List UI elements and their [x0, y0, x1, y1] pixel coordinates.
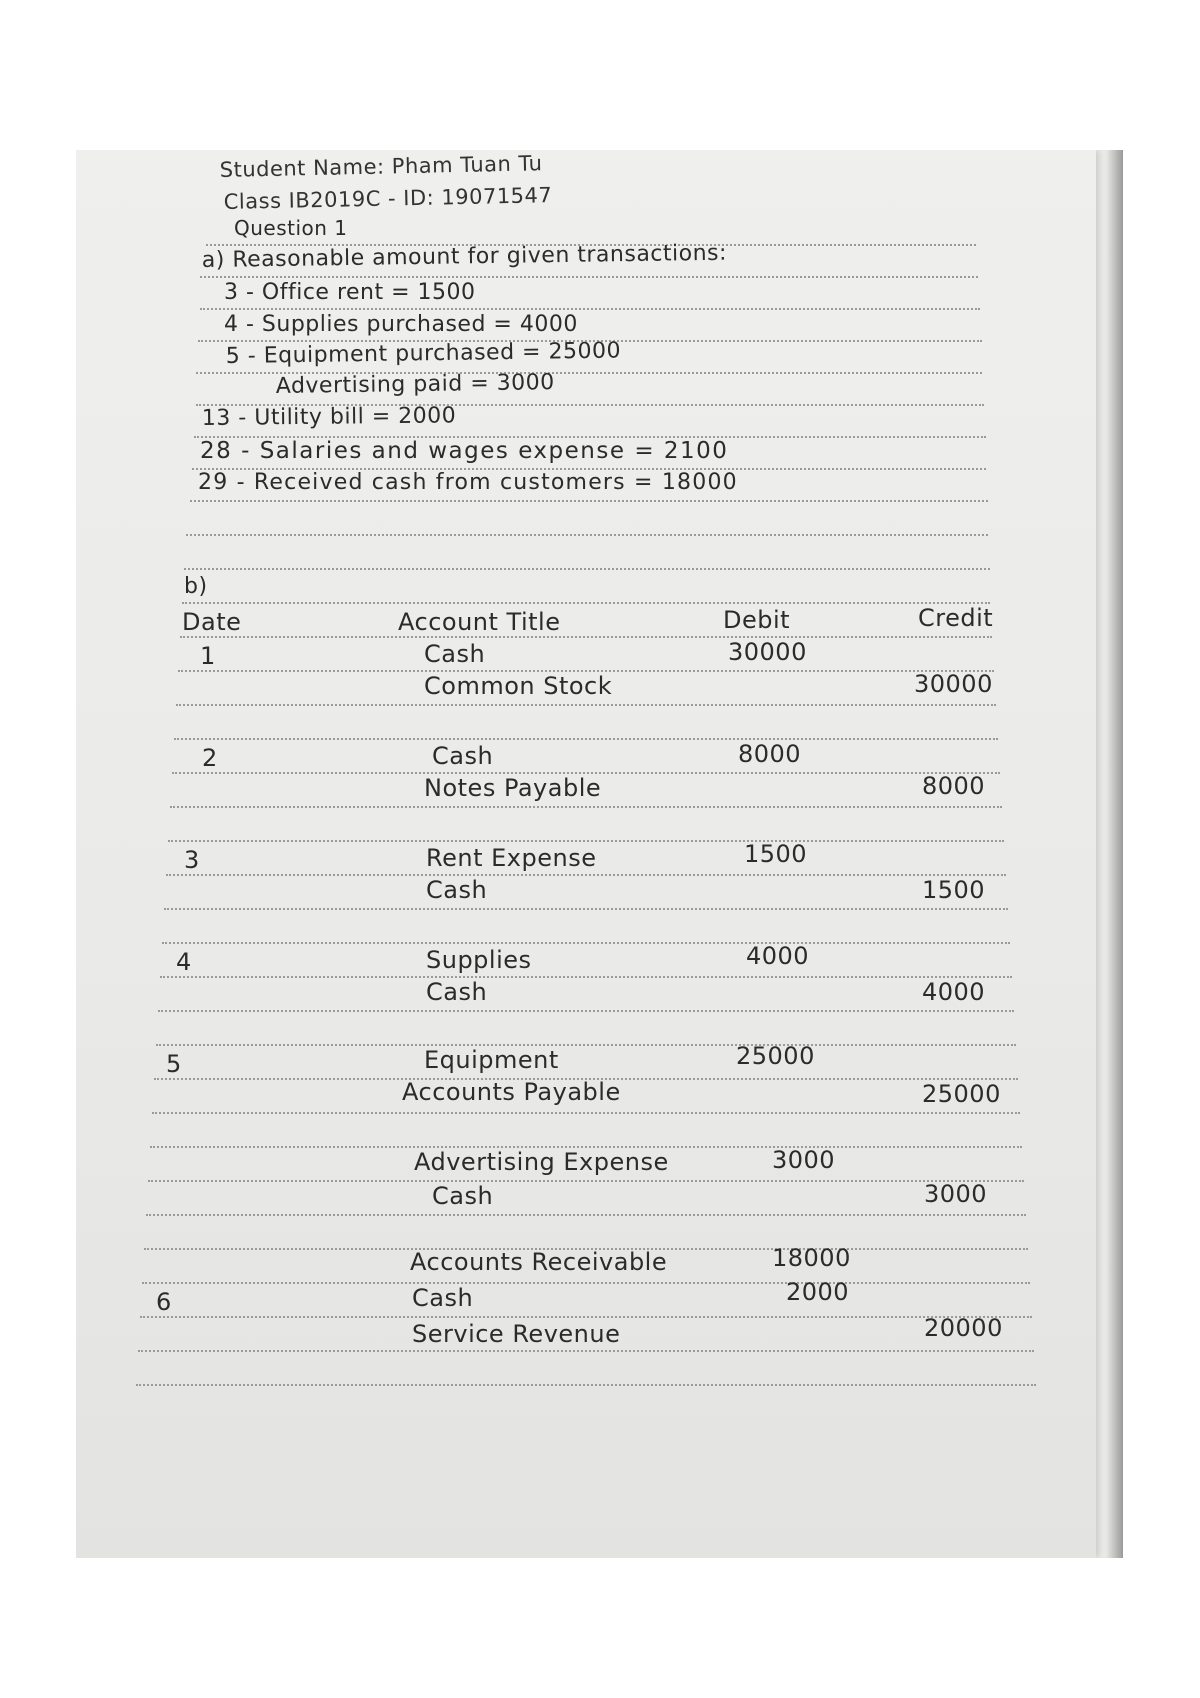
- ruled-line: [200, 276, 978, 278]
- column-debit: Debit: [723, 606, 791, 634]
- ruled-line: [140, 1316, 1032, 1318]
- notebook-photo: [76, 150, 1123, 1558]
- journal-debit: 4000: [746, 942, 810, 970]
- column-account-title: Account Title: [398, 608, 561, 636]
- part-a-line: 4 - Supplies purchased = 4000: [224, 312, 578, 337]
- journal-account: Common Stock: [424, 672, 613, 700]
- ruled-line: [146, 1214, 1026, 1216]
- ruled-line: [174, 738, 998, 740]
- journal-account: Service Revenue: [412, 1320, 621, 1348]
- notebook-page: [76, 150, 1096, 1558]
- ruled-line: [160, 976, 1012, 978]
- ruled-line: [180, 636, 992, 638]
- journal-credit: 3000: [924, 1180, 988, 1208]
- part-a-heading: a) Reasonable amount for given transactions:: [201, 240, 728, 273]
- part-a-line: Advertising paid = 3000: [275, 370, 555, 399]
- journal-account: Cash: [426, 978, 488, 1006]
- ruled-line: [142, 1282, 1030, 1284]
- ruled-line: [156, 1044, 1016, 1046]
- journal-credit: 20000: [924, 1314, 1003, 1342]
- part-a-line: 28 - Salaries and wages expense = 2100: [200, 438, 729, 464]
- ruled-line: [162, 942, 1010, 944]
- journal-date: 2: [202, 744, 218, 772]
- journal-date: 5: [166, 1050, 182, 1078]
- journal-debit: 30000: [728, 638, 807, 666]
- journal-date: 3: [184, 846, 200, 874]
- journal-account: Accounts Receivable: [410, 1248, 668, 1276]
- journal-account: Accounts Payable: [402, 1078, 621, 1106]
- journal-account: Cash: [432, 1182, 494, 1210]
- journal-credit: 1500: [922, 876, 986, 904]
- ruled-line: [168, 840, 1004, 842]
- journal-credit: 4000: [922, 978, 986, 1006]
- question-title: Question 1: [234, 216, 348, 240]
- journal-debit: 8000: [738, 740, 802, 768]
- part-b-heading: b): [184, 574, 208, 599]
- ruled-line: [136, 1384, 1036, 1386]
- class-id: Class IB2019C - ID: 19071547: [223, 183, 553, 214]
- student-name: Student Name: Pham Tuan Tu: [219, 151, 543, 182]
- journal-account: Supplies: [426, 946, 532, 974]
- journal-account: Cash: [412, 1284, 474, 1312]
- journal-account: Notes Payable: [424, 774, 602, 802]
- journal-date: 4: [176, 948, 192, 976]
- ruled-line: [164, 908, 1008, 910]
- ruled-line: [176, 704, 996, 706]
- journal-debit: 25000: [736, 1042, 815, 1070]
- column-credit: Credit: [918, 604, 994, 632]
- column-date: Date: [182, 608, 242, 636]
- ruled-line: [152, 1112, 1020, 1114]
- journal-debit: 3000: [772, 1146, 836, 1174]
- ruled-line: [184, 568, 990, 570]
- back-page-shadow: [1106, 150, 1123, 1558]
- journal-debit: 2000: [786, 1278, 850, 1306]
- ruled-line: [190, 500, 988, 502]
- part-a-line: 29 - Received cash from customers = 18000: [198, 470, 738, 495]
- ruled-line: [166, 874, 1006, 876]
- journal-account: Advertising Expense: [414, 1148, 669, 1176]
- journal-account: Rent Expense: [426, 844, 597, 872]
- ruled-line: [138, 1350, 1034, 1352]
- ruled-line: [148, 1180, 1024, 1182]
- journal-debit: 1500: [744, 840, 808, 868]
- journal-credit: 25000: [922, 1080, 1001, 1108]
- journal-credit: 30000: [914, 670, 993, 698]
- journal-date: 6: [156, 1288, 172, 1316]
- part-a-line: 5 - Equipment purchased = 25000: [225, 338, 622, 369]
- part-a-line: 3 - Office rent = 1500: [224, 280, 476, 305]
- ruled-line: [186, 534, 988, 536]
- journal-account: Equipment: [424, 1046, 559, 1074]
- journal-account: Cash: [432, 742, 494, 770]
- journal-debit: 18000: [772, 1244, 851, 1272]
- ruled-line: [158, 1010, 1014, 1012]
- ruled-line: [200, 308, 980, 310]
- journal-credit: 8000: [922, 772, 986, 800]
- ruled-line: [182, 602, 990, 604]
- journal-date: 1: [200, 642, 216, 670]
- ruled-line: [170, 806, 1002, 808]
- part-a-line: 13 - Utility bill = 2000: [201, 403, 457, 431]
- journal-account: Cash: [424, 640, 486, 668]
- journal-account: Cash: [426, 876, 488, 904]
